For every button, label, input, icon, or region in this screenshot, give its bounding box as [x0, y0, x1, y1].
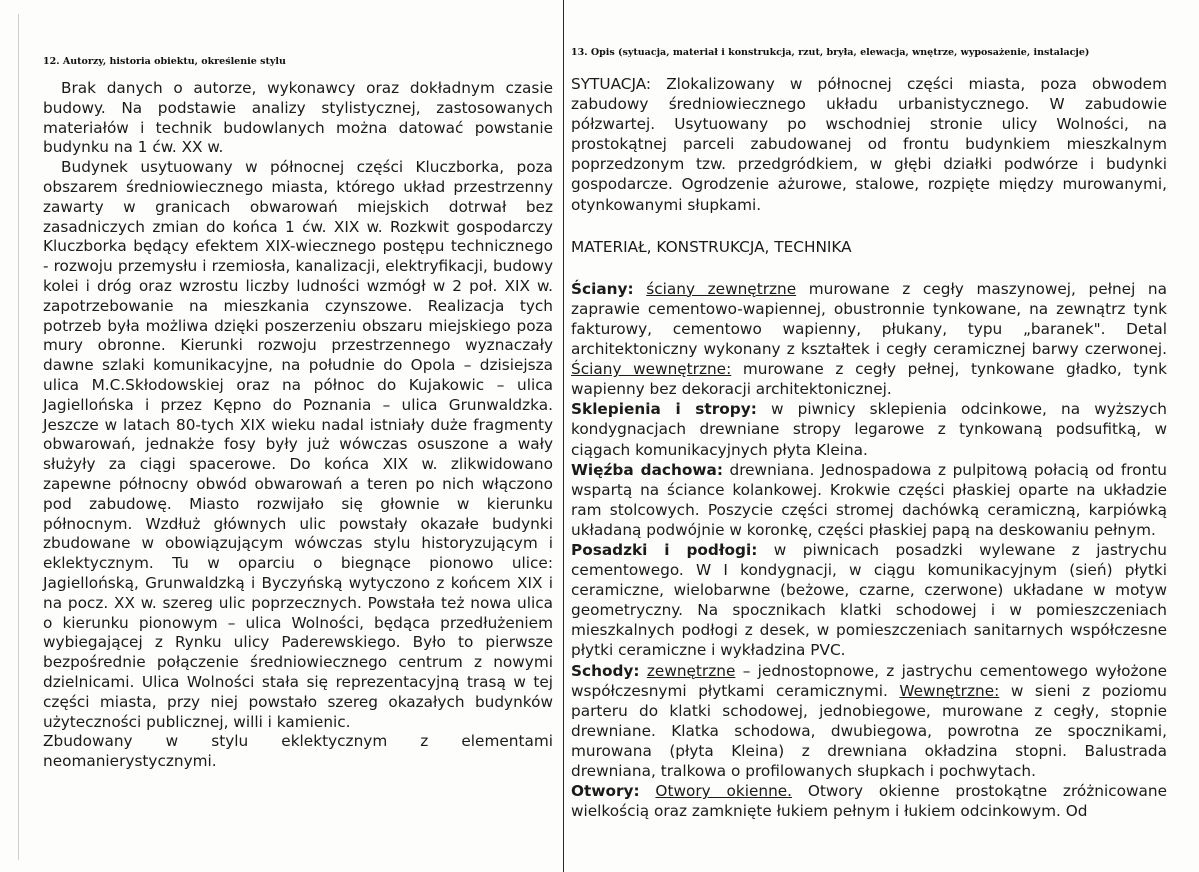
left-body: [43, 79, 553, 772]
floors-text: w piwnicach posadzki wylewane z jastrychu cementowego. W I kondygnacji, w ciągu komunikacyjnym (sień) płytki ceramiczne, wielobarwne (beżowe, czarne, czerwone) układane w motyw geometryczny. Na spocznikach klatki schodowej i w pomieszczeniach mieszkalnych podłogi z desek, w pomieszczeniach sanitarnych współczesne płytki ceramiczne i wykładzina PVC.: [571, 540, 1167, 660]
walls-label: Ściany:: [571, 279, 634, 298]
paragraph-authors: Brak danych o autorze, wykonawcy oraz dokładnym czasie budowy. Na podstawie analizy stylistycznej, zastosowanych materiałów i technik budowlanych można datować powstanie budynku na 1 ćw. XX w.: [43, 79, 553, 157]
interior-walls-text: murowane z cegły pełnej, tynkowane gładko, tynk wapienny bez dekoracji architektonicznej.: [571, 360, 1167, 399]
openings-text: Otwory okienne prostokątne zróżnicowane wielkością oraz zamknięte łukiem pełnym i łukiem odcinkowym. Od: [571, 782, 1168, 821]
exterior-walls-text: murowane z cegły maszynowej, pełnej na zaprawie cementowo-wapiennej, obustronnie tynkowane, na zewnątrz tynk fakturowy, cementowo wapienny, płukany, typu „baranek". Detal architektoniczny wykonany z kształtek i cegły ceramicznej barwy czerwonej.: [571, 279, 1168, 359]
paragraph-floors: [571, 540, 1167, 661]
right-body: [571, 74, 1167, 821]
paragraph-style: Zbudowany w stylu eklektycznym z elementami neomanierystycznymi.: [43, 732, 553, 771]
interior-walls-label: Ściany wewnętrzne:: [571, 360, 732, 379]
roof-text: drewniana. Jednospadowa z pulpitową połacią od frontu wspartą na ściance kolankowej. Krokwie części płaskiej oparte na układzie ram stolcowych. Poszycie części stromej dachówką ceramiczną, karpiówką układaną podwójnie w koronkę, części płaskiej papą na deskowaniu pełnym.: [571, 460, 1167, 539]
paragraph-vaults: [571, 399, 1167, 459]
paragraph-openings: [571, 781, 1167, 821]
roof-label: Więźba dachowa:: [571, 460, 723, 479]
paragraph-history: Budynek usytuowany w północnej części Kluczborka, poza obszarem średniowiecznego miasta, którego układ przestrzenny zawarty w granicach obwarowań miejskich dotrwał bez zasadniczych zmian do końca 1 ćw. XIX w. Rozkwit gospodarczy Kluczborka będący efektem XIX-wiecznego postępu technicznego - rozwoju przemysłu i rzemiosła, kanalizacji, elektryfikacji, budowy kolei i dróg oraz wzrostu liczby ludności wzmógł w 2 poł. XIX w. zapotrzebowanie na mieszkania czynszowe. Realizacja tych potrzeb była możliwa dzięki poszerzeniu obszaru miejskiego poza mury obronne. Kierunki rozwoju przestrzennego wyznaczały dawne szlaki komunikacyjne, na południe do Opola – dzisiejsza ulica M.C.Skłodowskiej oraz na północ do Kujakowic – ulica Jagiellońska i przez Kępno do Poznania – ulica Grunwaldzka. Jeszcze w latach 80-tych XIX wieku nadal istniały duże fragmenty obwarowań, jednakże fosy były już wówczas osuszone a wały służyły za ciągi spacerowe. Do końca XIX w. zlikwidowano zapewne północny obwód obwarowań a teren po nich włączono pod zabudowę. Miasto rozwijało się głownie w kierunku północnym. Wzdłuż głównych ulic powstały okazałe budynki zbudowane w obowiązującym wówczas stylu historyzującym i eklektycznym. Tu w oparciu o biegnące pionowo ulice: Jagiellońską, Grunwaldzką i Byczyńską wytyczono z końcem XIX i na pocz. XX w. szereg ulic poprzecznych. Powstała też nowa ulica o kierunku pionowym – ulica Wolności, będąca przedłużeniem wybiegającej z Rynku ulicy Paderewskiego. Było to pierwsze bezpośrednie połączenie średniowiecznego centrum z nowymi dzielnicami. Ulica Wolności stała się reprezentacyjną trasą w tej części miasta, przy niej powstało szereg okazałych budynków użyteczności publicznej, willi i kamienic.: [43, 158, 553, 731]
exterior-stairs-text: – jednostopnowe, z jastrychu cementowego wyłożone współczesnymi płytkami ceramicznymi.: [571, 661, 1167, 700]
paragraph-stairs: [571, 661, 1167, 782]
window-openings-label: Otwory okienne.: [655, 782, 793, 801]
vaults-text: w piwnicy sklepienia odcinkowe, na wyższych kondygnacjach drewniane stropy legarowe z tynkowaną podsufitką, w ciągach komunikacyjnych płyta Kleina.: [571, 400, 1167, 459]
exterior-stairs-label: zewnętrzne: [646, 661, 736, 680]
material-heading: MATERIAŁ, KONSTRUKCJA, TECHNIKA: [571, 237, 852, 256]
openings-label: Otwory:: [571, 782, 640, 801]
section-heading-description: 13. Opis (sytuacja, materiał i konstrukcja, rzut, bryła, elewacja, wnętrze, wyposażenie, instalacje): [571, 47, 1090, 58]
interior-stairs-label: Wewnętrzne:: [899, 681, 1000, 700]
paragraph-roof: [571, 460, 1167, 540]
column-divider: [563, 0, 564, 872]
exterior-walls-label: ściany zewnętrzne: [646, 279, 797, 298]
floors-label: Posadzki i podłogi:: [571, 540, 758, 559]
interior-stairs-text: w sieni z poziomu parteru do klatki schodowej, jednobiegowe, murowane z cegły, stopnie drewniane. Klatka schodowa, dwubiegowa, powrotna ze spocznikami, murowana (płyta Kleina) z drewniana okładzina stopni. Balustrada drewniana, tralkowa o profilowanych słupkach i pochwytach.: [571, 681, 1168, 780]
vaults-label: Sklepienia i stropy:: [571, 400, 757, 419]
paragraph-situation: SYTUACJA: Zlokalizowany w północnej części miasta, poza obwodem zabudowy średniowiecznego układu urbanistycznego. W zabudowie półzwartej. Usytuowany po wschodniej stronie ulicy Wolności, na prostokątnej parceli zabudowanej od frontu budynkiem mieszkalnym poprzedzonym tzw. przedgródkiem, w głębi działki podwórze i budynki gospodarcze. Ogrodzenie ażurowe, stalowe, rozpięte między murowanymi, otynkowanymi słupkami.: [571, 75, 1167, 214]
paragraph-walls: [571, 279, 1167, 400]
section-heading-authors: 12. Autorzy, historia obiektu, określenie stylu: [43, 56, 286, 67]
stairs-label: Schody:: [571, 661, 640, 680]
